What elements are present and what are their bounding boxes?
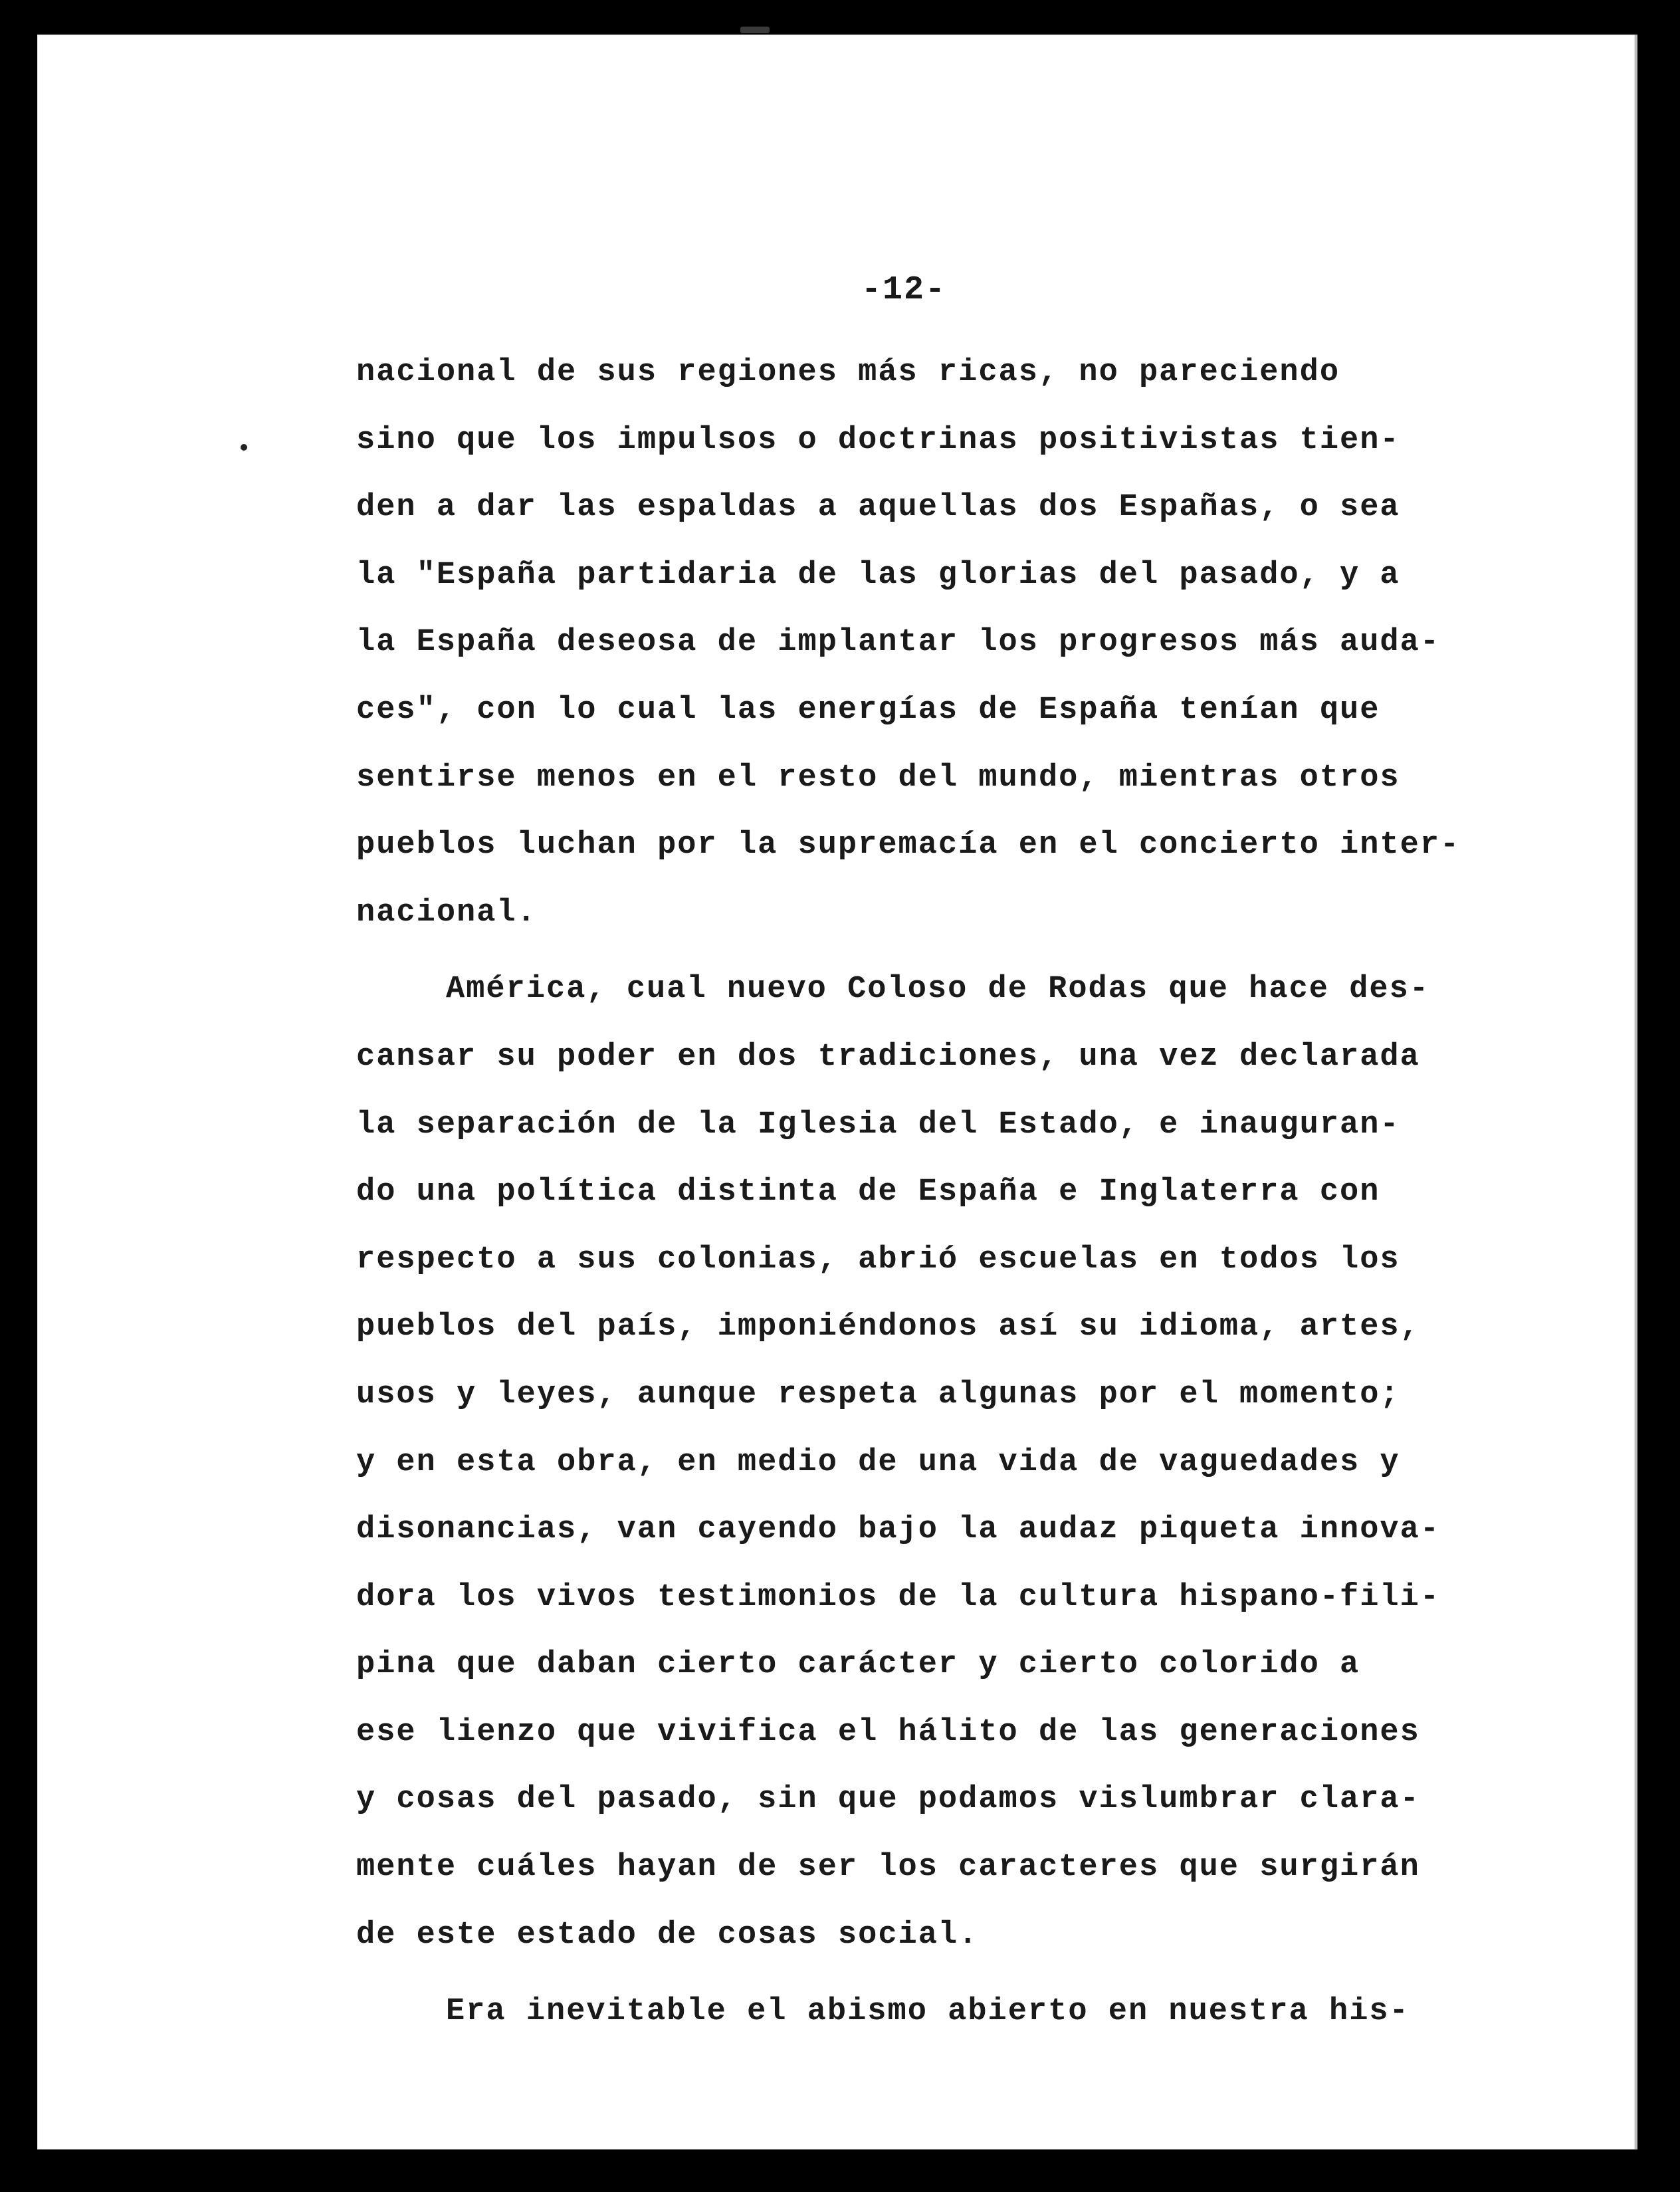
text-line: disonancias, van cayendo bajo la audaz piqueta innova-	[356, 1512, 1441, 1548]
ink-speck	[241, 444, 247, 451]
text-line: ese lienzo que vivifica el hálito de las generaciones	[356, 1714, 1420, 1750]
paragraph-gap	[356, 946, 1526, 956]
text-line: ces", con lo cual las energías de España tenían que	[356, 692, 1380, 728]
scan-edge-mark	[740, 27, 770, 33]
text-line: dora los vivos testimonios de la cultura hispano-fili-	[356, 1579, 1441, 1615]
text-line: sentirse menos en el resto del mundo, mientras otros	[356, 760, 1400, 796]
document-page	[37, 35, 1637, 2149]
text-line: do una política distinta de España e Inglaterra con	[356, 1174, 1380, 1210]
text-line: cansar su poder en dos tradiciones, una vez declarada	[356, 1039, 1420, 1075]
text-line: la España deseosa de implantar los progresos más auda-	[356, 625, 1441, 661]
text-line: y cosas del pasado, sin que podamos vislumbrar clara-	[356, 1782, 1420, 1818]
text-line: América, cual nuevo Coloso de Rodas que hace des-	[446, 972, 1430, 1008]
text-line: Era inevitable el abismo abierto en nuestra his-	[446, 1994, 1410, 2030]
text-line: y en esta obra, en medio de una vida de vaguedades y	[356, 1444, 1400, 1480]
text-line: pueblos del país, imponiéndonos así su idioma, artes,	[356, 1309, 1420, 1345]
text-line: respecto a sus colonias, abrió escuelas en todos los	[356, 1242, 1400, 1277]
text-line: pina que daban cierto carácter y cierto colorido a	[356, 1647, 1360, 1683]
paragraph-2	[356, 956, 1526, 1969]
text-line: pueblos luchan por la supremacía en el concierto inter-	[356, 827, 1461, 863]
text-line: nacional.	[356, 895, 537, 931]
paragraph-gap	[356, 1969, 1526, 1978]
text-line: den a dar las espaldas a aquellas dos Españas, o sea	[356, 490, 1400, 526]
paragraph-1	[356, 339, 1526, 946]
paragraph-3	[356, 1978, 1526, 2046]
text-line: usos y leyes, aunque respeta algunas por el momento;	[356, 1376, 1400, 1412]
text-line: sino que los impulsos o doctrinas positivistas tien-	[356, 422, 1400, 458]
page-number: -12-	[861, 271, 947, 309]
text-line: nacional de sus regiones más ricas, no pareciendo	[356, 355, 1340, 390]
body-text	[356, 339, 1526, 2046]
text-line: la "España partidaria de las glorias del pasado, y a	[356, 557, 1400, 593]
text-line: de este estado de cosas social.	[356, 1917, 979, 1953]
text-line: la separación de la Iglesia del Estado, e inauguran-	[356, 1107, 1400, 1143]
text-line: mente cuáles hayan de ser los caracteres que surgirán	[356, 1850, 1420, 1886]
